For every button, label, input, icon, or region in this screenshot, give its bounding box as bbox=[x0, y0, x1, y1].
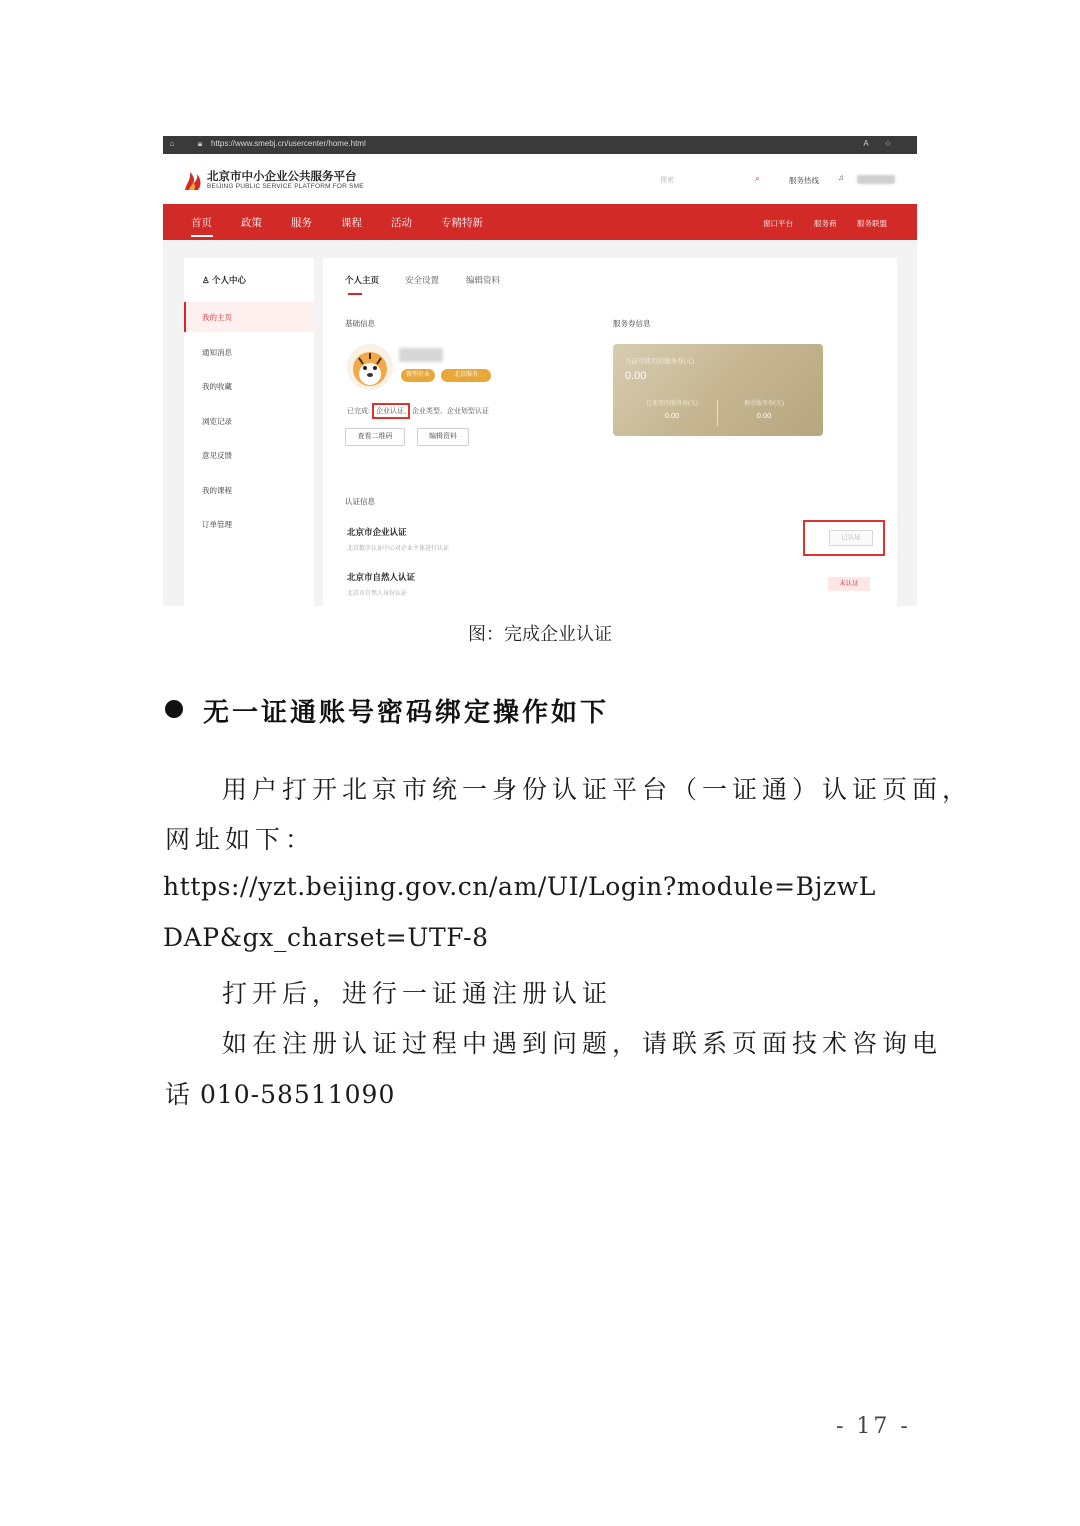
url-line-2: DAP&gx_charset=UTF-8 bbox=[163, 923, 489, 952]
lock-icon: 🔒︎ bbox=[197, 139, 203, 148]
main-nav bbox=[163, 204, 917, 240]
profile-main-panel bbox=[323, 258, 897, 606]
paragraph-2: 打开后，进行一证通注册认证 bbox=[222, 979, 613, 1008]
favorites-icon: ☆ bbox=[884, 139, 892, 148]
url-line-1: https://yzt.beijing.gov.cn/am/UI/Login?module=BjzwL bbox=[163, 872, 876, 901]
sidebar-item-label: 意见反馈 bbox=[202, 451, 232, 460]
paragraph-1-line-2: 网址如下： bbox=[165, 825, 316, 854]
beijing-service-badge: 北京服务 bbox=[441, 369, 491, 382]
coupon-card-title: 当前可使用的服务券(元) bbox=[625, 358, 695, 365]
cert-info-label: 认证信息 bbox=[345, 497, 375, 506]
sidebar-item-favorites[interactable] bbox=[184, 371, 314, 401]
browser-address-bar bbox=[163, 136, 917, 154]
user-name-blurred[interactable] bbox=[857, 175, 895, 184]
sidebar-item-label: 订单管理 bbox=[202, 520, 232, 529]
sidebar-item-label: 我的收藏 bbox=[202, 382, 232, 391]
coupon-remaining-label: 剩余服务券(元) bbox=[744, 401, 784, 407]
sidebar-item-label: 我的主页 bbox=[202, 313, 232, 322]
nav-item-activity[interactable]: 活动 bbox=[391, 217, 412, 229]
hotline-link[interactable]: 服务热线 bbox=[789, 176, 819, 185]
tab-active-underline bbox=[348, 293, 362, 295]
company-name-blurred bbox=[399, 348, 443, 362]
user-center-sidebar bbox=[184, 258, 314, 606]
nav-item-home[interactable]: 首页 bbox=[191, 217, 212, 229]
site-title: 北京市中小企业公共服务平台 bbox=[207, 171, 357, 183]
person-cert-status[interactable]: 未认证 bbox=[828, 577, 870, 591]
nav-item-course[interactable]: 课程 bbox=[341, 217, 362, 229]
enterprise-cert-title: 北京市企业认证 bbox=[347, 527, 407, 537]
nav-item-provider[interactable]: 服务商 bbox=[814, 219, 837, 228]
search-icon[interactable]: ⌕ bbox=[755, 173, 761, 183]
browser-url: https://www.smebj.cn/usercenter/home.html bbox=[211, 139, 366, 148]
coupon-used bbox=[627, 398, 717, 420]
sidebar-title bbox=[202, 274, 246, 286]
sidebar-item-orders[interactable] bbox=[184, 509, 314, 539]
bell-icon[interactable]: ♫ bbox=[838, 173, 844, 182]
paragraph-1-line-1: 用户打开北京市统一身份认证平台（一证通）认证页面， bbox=[222, 775, 973, 804]
edit-profile-button[interactable]: 编辑资料 bbox=[417, 428, 469, 446]
site-header bbox=[163, 154, 917, 204]
bullet-dot-icon bbox=[165, 700, 183, 718]
nav-item-specialized[interactable]: 专精特新 bbox=[441, 217, 483, 229]
home-icon: ⌂ bbox=[169, 139, 175, 148]
enterprise-cert-highlight: 企业认证, bbox=[372, 403, 410, 419]
coupon-divider bbox=[717, 400, 718, 426]
user-icon: ♙ bbox=[202, 275, 212, 285]
embedded-screenshot bbox=[163, 136, 917, 606]
sidebar-item-feedback[interactable] bbox=[184, 440, 314, 470]
person-cert-title: 北京市自然人认证 bbox=[347, 572, 416, 582]
coupon-info-label: 服务券信息 bbox=[613, 319, 651, 328]
paragraph-3-line-2: 话 010-58511090 bbox=[165, 1080, 396, 1109]
view-qrcode-button[interactable]: 查看二维码 bbox=[345, 428, 405, 446]
coupon-used-label: 已使用的服务券(元) bbox=[646, 401, 698, 407]
sidebar-item-my-courses[interactable] bbox=[184, 475, 314, 505]
coupon-remaining-value: 0.00 bbox=[756, 411, 772, 420]
page-number: - 17 - bbox=[836, 1414, 911, 1439]
paragraph-3-line-1: 如在注册认证过程中遇到问题，请联系页面技术咨询电 bbox=[222, 1029, 943, 1058]
coupon-used-value: 0.00 bbox=[664, 411, 680, 420]
coupon-value: 0.00 bbox=[625, 370, 647, 382]
basic-info-label: 基础信息 bbox=[345, 319, 375, 328]
tab-personal-home[interactable]: 个人主页 bbox=[345, 275, 380, 285]
sidebar-item-history[interactable] bbox=[184, 406, 314, 436]
site-subtitle: BEIJING PUBLIC SERVICE PLATFORM FOR SME bbox=[207, 183, 364, 190]
sidebar-item-label: 浏览记录 bbox=[202, 417, 232, 426]
enterprise-cert-desc: 北京数字认证中心对企业主体进行认证 bbox=[347, 546, 450, 552]
nav-item-service[interactable]: 服务 bbox=[291, 217, 312, 229]
completed-rest: 企业类型、企业划型认证 bbox=[411, 408, 489, 415]
completed-certifications bbox=[347, 403, 489, 419]
tab-security-settings[interactable]: 安全设置 bbox=[405, 275, 440, 285]
nav-item-window-platform[interactable]: 窗口平台 bbox=[763, 219, 793, 228]
tab-edit-profile[interactable]: 编辑资料 bbox=[466, 275, 501, 285]
nav-item-alliance[interactable]: 服务联盟 bbox=[857, 219, 887, 228]
enterprise-cert-status[interactable]: 已认证 bbox=[829, 530, 873, 546]
search-input[interactable]: 搜索 bbox=[660, 177, 674, 184]
service-coupon-card bbox=[613, 344, 823, 436]
sidebar-item-label: 通知消息 bbox=[202, 348, 232, 357]
micro-enterprise-badge: 微型企业 bbox=[401, 369, 435, 382]
sidebar-item-my-home[interactable] bbox=[184, 302, 314, 332]
figure-caption: 图：完成企业认证 bbox=[468, 624, 612, 645]
avatar bbox=[347, 344, 393, 390]
nav-active-underline bbox=[191, 235, 213, 237]
person-cert-desc: 北京市自然人身份认证 bbox=[347, 591, 408, 597]
tiger-avatar-icon bbox=[347, 344, 393, 390]
sidebar-title-label: 个人中心 bbox=[211, 275, 246, 285]
completed-prefix: 已完成: bbox=[347, 408, 370, 415]
section-heading: 无一证通账号密码绑定操作如下 bbox=[203, 698, 610, 728]
sidebar-item-notifications[interactable] bbox=[184, 337, 314, 367]
flame-logo-icon bbox=[181, 168, 205, 192]
nav-item-policy[interactable]: 政策 bbox=[241, 217, 262, 229]
coupon-remaining bbox=[719, 398, 809, 420]
sidebar-item-label: 我的课程 bbox=[202, 486, 232, 495]
read-aloud-icon: A bbox=[863, 139, 869, 148]
